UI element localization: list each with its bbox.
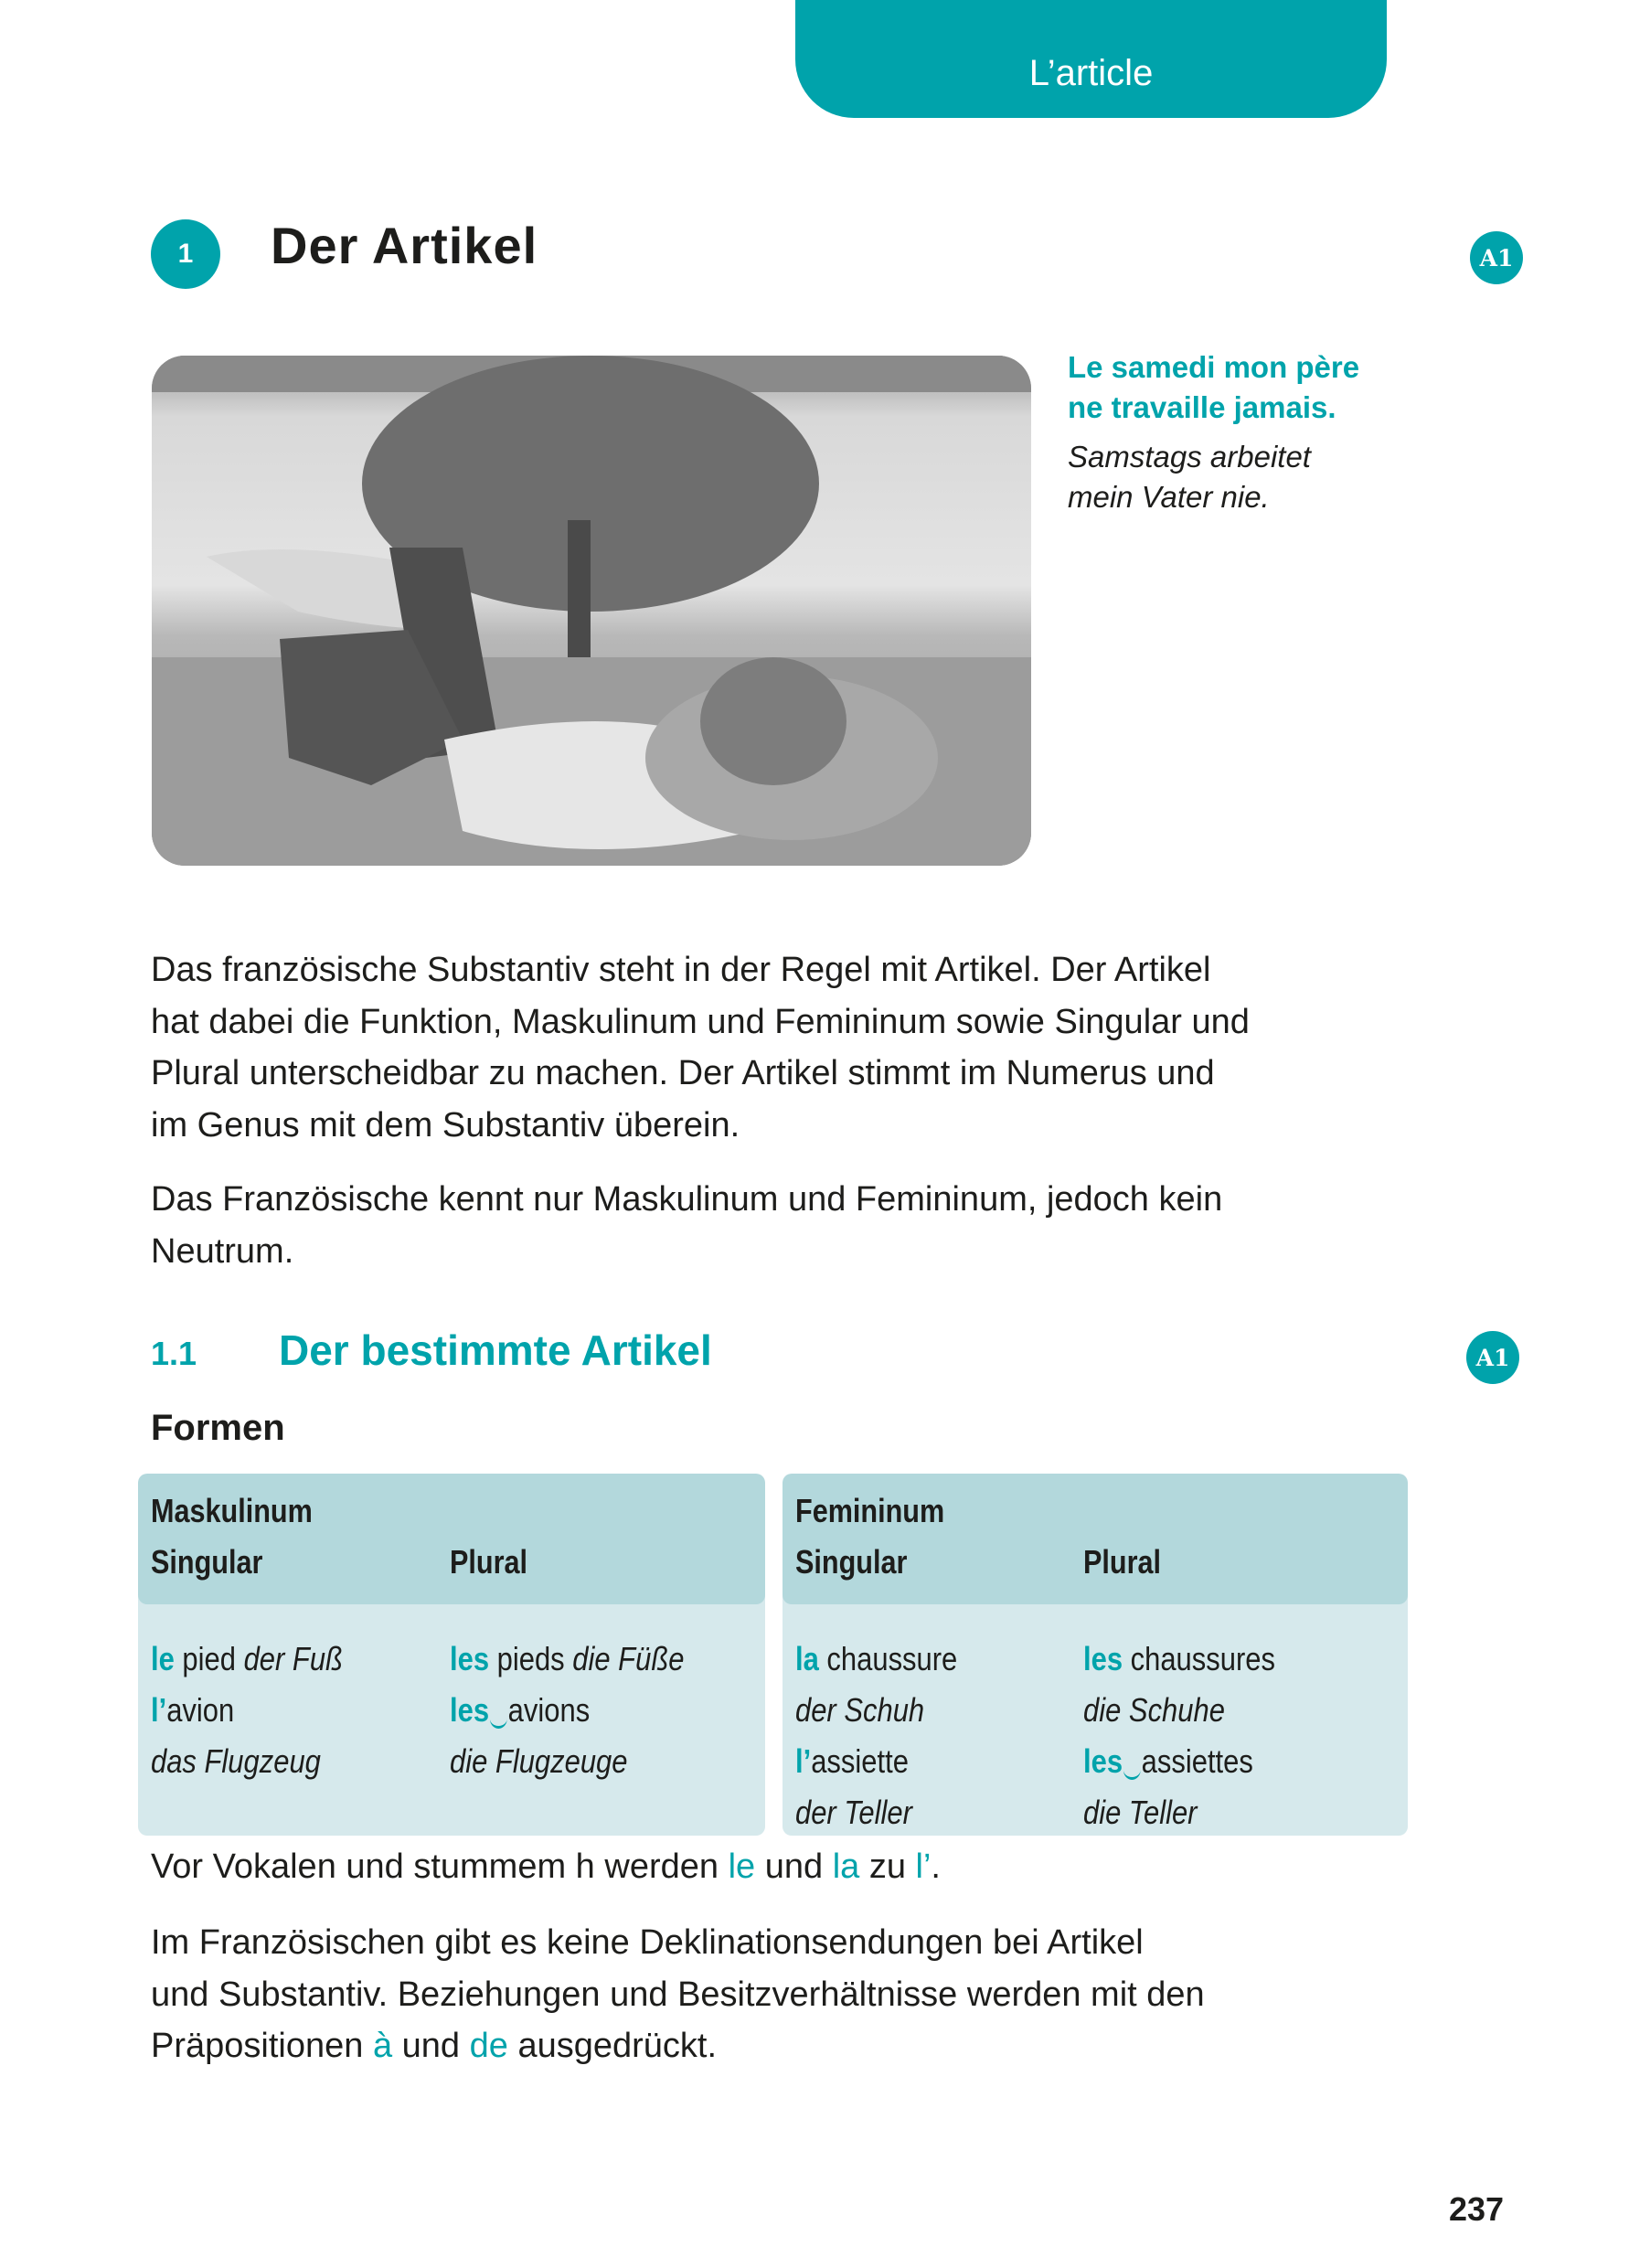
subsection-title: Der bestimmte Artikel	[279, 1326, 712, 1374]
table-header	[138, 1474, 765, 1604]
highlight: l’	[915, 1847, 932, 1886]
intro-paragraph-2	[151, 1174, 1421, 1277]
table-row	[1083, 1736, 1275, 1787]
translation: der Fuß	[243, 1640, 343, 1677]
plural-column	[1083, 1634, 1275, 1836]
article: les	[450, 1640, 490, 1677]
table-row	[1083, 1685, 1275, 1736]
text: und	[392, 2027, 470, 2065]
noun: chaussures	[1123, 1640, 1275, 1677]
noun: pied	[174, 1640, 244, 1677]
text: zu	[859, 1847, 916, 1886]
translation: die Füße	[572, 1640, 685, 1677]
singular-column	[795, 1634, 957, 1836]
caption-french	[1068, 347, 1452, 428]
table-row	[795, 1685, 957, 1736]
singular-header: Singular	[795, 1543, 908, 1581]
translation: die Schuhe	[1083, 1691, 1225, 1729]
caption-french-line: ne travaille jamais.	[1068, 390, 1336, 424]
text: und	[755, 1847, 833, 1886]
feminine-table	[783, 1474, 1408, 1836]
text-line: und Substantiv. Beziehungen und Besitzverhältnisse werden mit den	[151, 1975, 1205, 2014]
translation: der Teller	[795, 1794, 912, 1831]
article: les	[1083, 1742, 1123, 1780]
masculine-table	[138, 1474, 765, 1836]
table-row	[795, 1736, 957, 1787]
singular-column	[151, 1634, 343, 1787]
caption-german-line: mein Vater nie.	[1068, 480, 1270, 514]
section-number-badge: 1	[151, 219, 220, 289]
article: le	[151, 1640, 175, 1677]
table-row	[450, 1685, 684, 1736]
highlight: le	[728, 1847, 756, 1886]
article: l’	[795, 1742, 812, 1780]
table-row	[795, 1787, 957, 1836]
article: les	[1083, 1640, 1123, 1677]
level-badge: A1	[1466, 1331, 1519, 1384]
text-line: Im Französischen gibt es keine Deklinationsendungen bei Artikel	[151, 1923, 1144, 1962]
article: les	[450, 1691, 490, 1729]
text: Präpositionen	[151, 2027, 373, 2065]
table-row	[1083, 1787, 1275, 1836]
chapter-tab-label: L’article	[1028, 53, 1154, 93]
forms-heading: Formen	[151, 1408, 285, 1448]
declension-note	[151, 1917, 1421, 2072]
noun: pieds	[489, 1640, 573, 1677]
table-row	[795, 1634, 957, 1685]
text-line: hat dabei die Funktion, Maskulinum und Femininum sowie Singular und	[151, 1002, 1250, 1041]
highlight: de	[469, 2027, 508, 2065]
page-title: Der Artikel	[271, 217, 538, 274]
article: l’	[151, 1691, 167, 1729]
table-row	[450, 1736, 684, 1787]
caption-french-line: Le samedi mon père	[1068, 350, 1360, 384]
text-line	[151, 2020, 1421, 2072]
level-badge: A1	[1470, 231, 1523, 284]
liaison-mark-icon	[1123, 1768, 1141, 1780]
elision-note	[151, 1841, 1421, 1893]
text-line: Das französische Substantiv steht in der Regel mit Artikel. Der Artikel	[151, 951, 1211, 989]
highlight: à	[372, 2027, 393, 2065]
photo-caption	[1068, 347, 1452, 517]
translation: der Schuh	[795, 1691, 925, 1729]
text: Vor Vokalen und stummem h werden	[151, 1847, 729, 1886]
text-line: Das Französische kennt nur Maskulinum und Femininum, jedoch kein	[151, 1180, 1223, 1219]
text-line: Plural unterscheidbar zu machen. Der Artikel stimmt im Numerus und	[151, 1054, 1215, 1092]
singular-header: Singular	[151, 1543, 263, 1581]
gender-label: Femininum	[795, 1492, 945, 1529]
noun: avion	[166, 1691, 235, 1729]
noun: assiettes	[1141, 1742, 1253, 1780]
gender-label: Maskulinum	[151, 1492, 313, 1529]
table-row	[151, 1634, 343, 1685]
table-row	[450, 1634, 684, 1685]
text-line: Neutrum.	[151, 1231, 294, 1271]
photo-image	[152, 356, 1031, 866]
translation: die Flugzeuge	[450, 1742, 628, 1780]
intro-paragraph-1	[151, 944, 1421, 1151]
text: ausgedrückt.	[507, 2027, 718, 2065]
subsection-number: 1.1	[151, 1335, 197, 1372]
noun: assiette	[811, 1742, 909, 1780]
chapter-tab	[795, 0, 1387, 118]
liaison-mark-icon	[490, 1717, 507, 1729]
caption-german-line: Samstags arbeitet	[1068, 440, 1311, 474]
plural-header: Plural	[1083, 1543, 1162, 1581]
table-header	[783, 1474, 1408, 1604]
highlight: la	[832, 1847, 860, 1886]
article: la	[795, 1640, 819, 1677]
table-row	[1083, 1634, 1275, 1685]
illustration-photo	[152, 356, 1031, 866]
plural-column	[450, 1634, 684, 1787]
noun: avions	[507, 1691, 591, 1729]
caption-german	[1068, 437, 1452, 517]
table-row	[151, 1685, 343, 1736]
translation: das Flugzeug	[151, 1742, 321, 1780]
translation: die Teller	[1083, 1794, 1198, 1831]
text: .	[931, 1847, 941, 1886]
text-line: im Genus mit dem Substantiv überein.	[151, 1105, 740, 1145]
table-row	[151, 1736, 343, 1787]
plural-header: Plural	[450, 1543, 528, 1581]
noun: chaussure	[818, 1640, 958, 1677]
page-number: 237	[1449, 2190, 1505, 2228]
